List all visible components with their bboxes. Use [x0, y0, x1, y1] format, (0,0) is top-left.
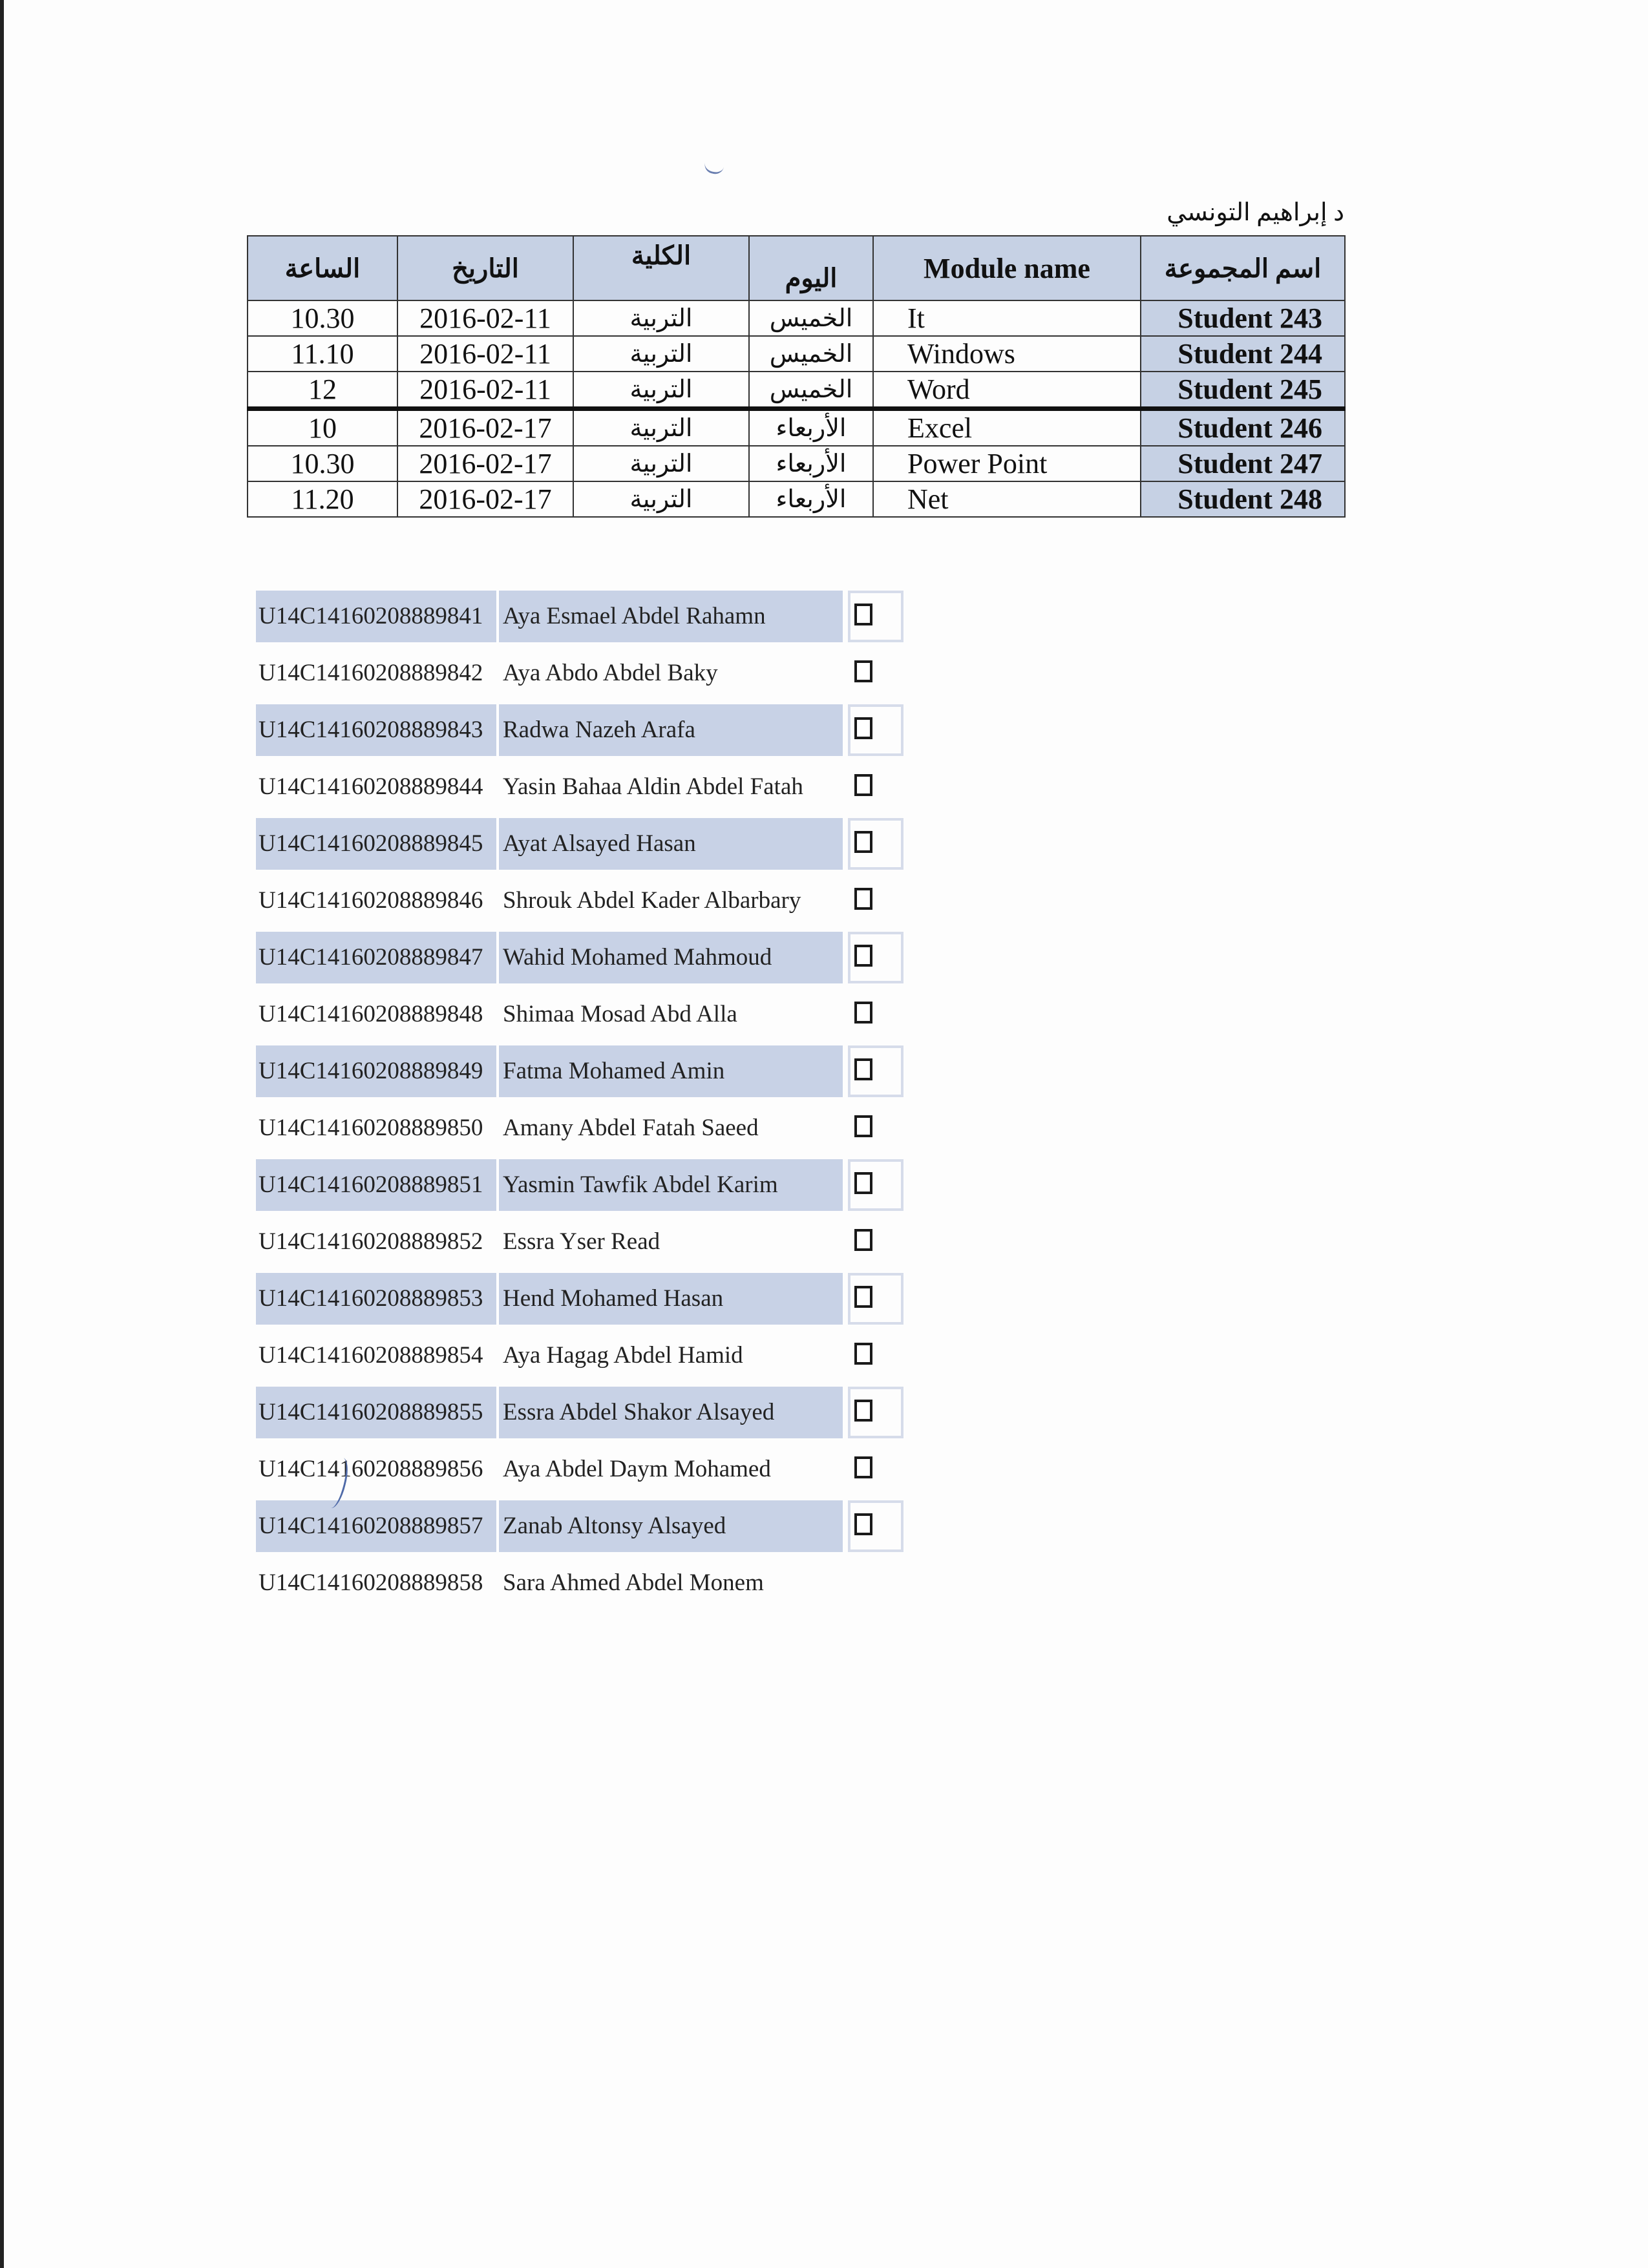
- faculty-cell: التربية: [573, 446, 749, 481]
- student-id: U14C14160208889857: [259, 1513, 483, 1539]
- faculty-cell: التربية: [573, 481, 749, 517]
- student-name: Essra Yser Read: [503, 1228, 660, 1255]
- attendance-checkbox[interactable]: [854, 1229, 872, 1251]
- group-header: اسم المجموعة: [1141, 236, 1345, 300]
- attendance-checkbox[interactable]: [854, 1286, 872, 1308]
- scan-edge: [0, 0, 4, 2268]
- student-id: U14C14160208889855: [259, 1399, 483, 1425]
- student-row: [256, 1043, 909, 1100]
- student-id: U14C14160208889847: [259, 944, 483, 971]
- time-cell: 12: [248, 372, 397, 409]
- group-cell: Student 248: [1141, 481, 1345, 517]
- group-cell: Student 243: [1141, 300, 1345, 336]
- student-id: U14C14160208889845: [259, 830, 483, 857]
- cell-divider: [496, 1273, 499, 1325]
- student-row: [256, 645, 909, 702]
- attendance-checkbox[interactable]: [854, 1456, 872, 1478]
- time-cell: 11.20: [248, 481, 397, 517]
- student-list: [256, 588, 909, 1600]
- attendance-checkbox[interactable]: [854, 1343, 872, 1365]
- student-id: U14C14160208889848: [259, 1001, 483, 1027]
- student-id: U14C14160208889856: [259, 1456, 483, 1482]
- student-row: [256, 1270, 909, 1327]
- date-cell: 2016-02-11: [397, 372, 573, 409]
- cell-divider: [496, 1045, 499, 1097]
- attendance-checkbox[interactable]: [854, 1513, 872, 1535]
- student-name: Hend Mohamed Hasan: [503, 1285, 724, 1312]
- student-name: Sara Ahmed Abdel Monem: [503, 1570, 764, 1596]
- cell-divider: [496, 1500, 499, 1552]
- group-cell: Student 247: [1141, 446, 1345, 481]
- schedule-header-row: [248, 236, 1345, 300]
- student-name: Aya Abdel Daym Mohamed: [503, 1456, 771, 1482]
- module-header: Module name: [873, 236, 1141, 300]
- cell-divider: [496, 591, 499, 642]
- module-cell: Windows: [873, 336, 1141, 372]
- student-name: Amany Abdel Fatah Saeed: [503, 1115, 759, 1141]
- student-row: [256, 1498, 909, 1555]
- student-id: U14C14160208889843: [259, 717, 483, 743]
- student-id: U14C14160208889846: [259, 887, 483, 914]
- module-cell: Excel: [873, 409, 1141, 446]
- attendance-checkbox[interactable]: [854, 945, 872, 967]
- day-cell: الأربعاء: [749, 409, 873, 446]
- student-name: Shrouk Abdel Kader Albarbary: [503, 887, 801, 914]
- student-row: [256, 1100, 909, 1157]
- attendance-checkbox[interactable]: [854, 774, 872, 796]
- student-row: [256, 929, 909, 986]
- student-id: U14C14160208889854: [259, 1342, 483, 1369]
- attendance-checkbox[interactable]: [854, 717, 872, 739]
- student-id: U14C14160208889858: [259, 1570, 483, 1596]
- student-id: U14C14160208889852: [259, 1228, 483, 1255]
- attendance-checkbox[interactable]: [854, 888, 872, 910]
- cell-divider: [496, 704, 499, 756]
- schedule-row: [248, 300, 1345, 336]
- student-id: U14C14160208889851: [259, 1171, 483, 1198]
- attendance-checkbox[interactable]: [854, 1400, 872, 1422]
- group-cell: Student 245: [1141, 372, 1345, 409]
- scan-mark: [703, 157, 725, 176]
- student-name: Shimaa Mosad Abd Alla: [503, 1001, 737, 1027]
- schedule-row: [248, 481, 1345, 517]
- attendance-checkbox[interactable]: [854, 831, 872, 853]
- faculty-cell: التربية: [573, 409, 749, 446]
- day-cell: الخميس: [749, 300, 873, 336]
- faculty-cell: التربية: [573, 372, 749, 409]
- module-cell: Power Point: [873, 446, 1141, 481]
- group-cell: Student 246: [1141, 409, 1345, 446]
- schedule-table: [247, 235, 1346, 518]
- student-name: Yasin Bahaa Aldin Abdel Fatah: [503, 773, 803, 800]
- attendance-checkbox[interactable]: [854, 1058, 872, 1080]
- student-row: [256, 1157, 909, 1213]
- date-cell: 2016-02-11: [397, 300, 573, 336]
- group-cell: Student 244: [1141, 336, 1345, 372]
- student-name: Aya Esmael Abdel Rahamn: [503, 603, 766, 629]
- time-cell: 10: [248, 409, 397, 446]
- faculty-cell: التربية: [573, 300, 749, 336]
- student-name: Wahid Mohamed Mahmoud: [503, 944, 772, 971]
- date-header: التاريخ: [397, 236, 573, 300]
- time-cell: 10.30: [248, 446, 397, 481]
- student-row: [256, 815, 909, 872]
- student-name: Aya Hagag Abdel Hamid: [503, 1342, 743, 1369]
- date-cell: 2016-02-11: [397, 336, 573, 372]
- student-row: [256, 759, 909, 815]
- faculty-cell: التربية: [573, 336, 749, 372]
- student-row: [256, 1327, 909, 1384]
- faculty-header: الكلية: [573, 236, 749, 300]
- schedule-row: [248, 409, 1345, 446]
- time-header: الساعة: [248, 236, 397, 300]
- schedule-row: [248, 336, 1345, 372]
- student-id: U14C14160208889844: [259, 773, 483, 800]
- cell-divider: [496, 932, 499, 983]
- teacher-name: د إبراهيم التونسي: [1167, 199, 1344, 226]
- module-cell: Word: [873, 372, 1141, 409]
- student-row: [256, 1213, 909, 1270]
- student-name: Aya Abdo Abdel Baky: [503, 660, 718, 686]
- student-name: Radwa Nazeh Arafa: [503, 717, 695, 743]
- student-row: [256, 986, 909, 1043]
- student-name: Ayat Alsayed Hasan: [503, 830, 696, 857]
- module-cell: It: [873, 300, 1141, 336]
- time-cell: 10.30: [248, 300, 397, 336]
- student-name: Zanab Altonsy Alsayed: [503, 1513, 726, 1539]
- schedule-row: [248, 446, 1345, 481]
- cell-divider: [496, 1387, 499, 1438]
- attendance-checkbox[interactable]: [854, 660, 872, 682]
- student-row: [256, 588, 909, 645]
- date-cell: 2016-02-17: [397, 446, 573, 481]
- day-cell: الأربعاء: [749, 446, 873, 481]
- student-row: [256, 1384, 909, 1441]
- cell-divider: [496, 1159, 499, 1211]
- student-id: U14C14160208889850: [259, 1115, 483, 1141]
- student-row: [256, 872, 909, 929]
- attendance-checkbox[interactable]: [854, 1115, 872, 1137]
- student-id: U14C14160208889841: [259, 603, 483, 629]
- day-cell: الأربعاء: [749, 481, 873, 517]
- cell-divider: [496, 818, 499, 870]
- attendance-checkbox[interactable]: [854, 1172, 872, 1194]
- student-row: [256, 1441, 909, 1498]
- attendance-checkbox[interactable]: [854, 604, 872, 625]
- student-row: [256, 1555, 909, 1600]
- day-header: اليوم: [749, 236, 873, 300]
- schedule-row: [248, 372, 1345, 409]
- time-cell: 11.10: [248, 336, 397, 372]
- student-name: Fatma Mohamed Amin: [503, 1058, 725, 1084]
- attendance-checkbox[interactable]: [854, 1002, 872, 1024]
- student-name: Essra Abdel Shakor Alsayed: [503, 1399, 775, 1425]
- date-cell: 2016-02-17: [397, 481, 573, 517]
- date-cell: 2016-02-17: [397, 409, 573, 446]
- student-name: Yasmin Tawfik Abdel Karim: [503, 1171, 778, 1198]
- student-id: U14C14160208889853: [259, 1285, 483, 1312]
- student-id: U14C14160208889849: [259, 1058, 483, 1084]
- module-cell: Net: [873, 481, 1141, 517]
- student-id: U14C14160208889842: [259, 660, 483, 686]
- student-row: [256, 702, 909, 759]
- day-cell: الخميس: [749, 372, 873, 409]
- day-cell: الخميس: [749, 336, 873, 372]
